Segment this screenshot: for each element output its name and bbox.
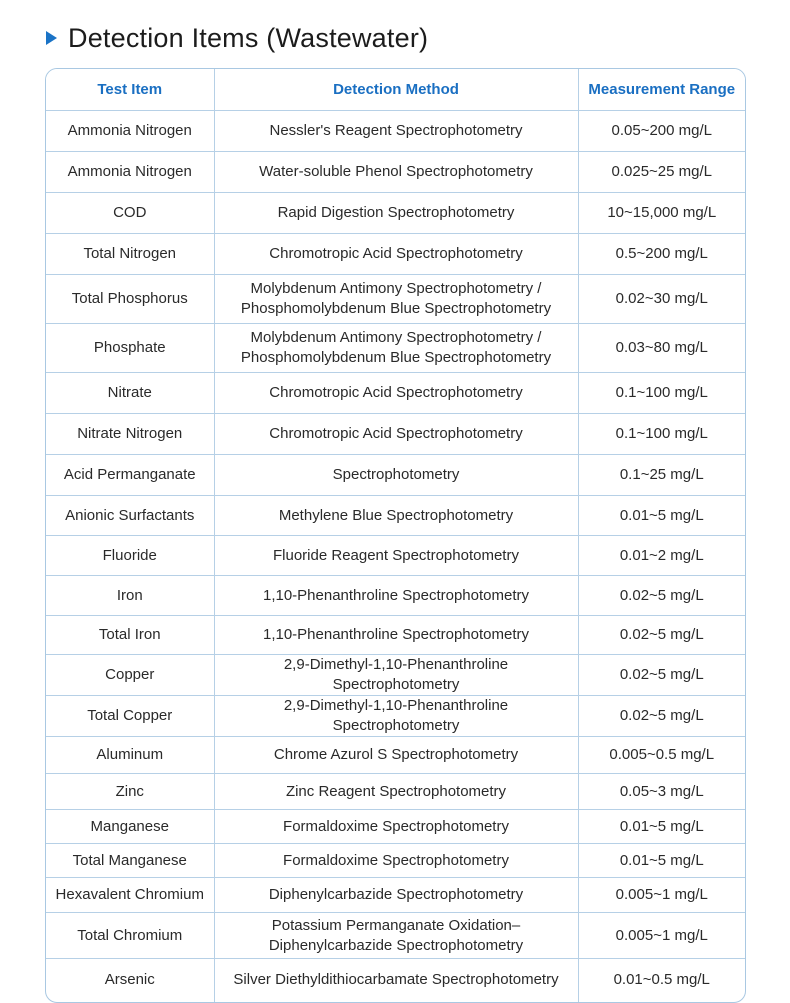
cell-measurement-range: 0.03~80 mg/L: [578, 324, 745, 373]
cell-detection-method: [214, 737, 578, 774]
cell-detection-method: [214, 810, 578, 844]
cell-measurement-range: 0.01~5 mg/L: [578, 496, 745, 536]
cell-test-item: Fluoride: [46, 536, 214, 576]
cell-measurement-range: 0.01~0.5 mg/L: [613, 971, 710, 989]
table-row: [46, 959, 745, 1002]
cell-detection-method: [214, 655, 578, 696]
method-line: Chromotropic Acid Spectrophotometry: [269, 425, 523, 442]
cell-detection-method: [214, 616, 578, 655]
cell-measurement-range: 0.01~2 mg/L: [578, 536, 745, 576]
table-row: [46, 455, 745, 496]
cell-measurement-range: 0.5~200 mg/L: [578, 234, 745, 275]
method-line: Chromotropic Acid Spectrophotometry: [269, 245, 523, 262]
method-line: 1,10-Phenanthroline Spectrophotometry: [262, 586, 529, 604]
cell-measurement-range: 0.02~5 mg/L: [578, 576, 745, 616]
table-row: [46, 373, 745, 414]
method-line: Phosphomolybdenum Blue Spectrophotometry: [240, 349, 552, 366]
table-row: [46, 616, 745, 655]
column-header-test-item: Test Item: [46, 69, 214, 111]
table-row: [46, 878, 745, 913]
cell-detection-method: [214, 844, 578, 878]
cell-measurement-range: 0.025~25 mg/L: [578, 152, 745, 193]
cell-measurement-range: 0.02~5 mg/L: [578, 616, 745, 655]
cell-test-item: Zinc: [46, 774, 214, 810]
table-row: [46, 737, 745, 774]
method-line: Chrome Azurol S Spectrophotometry: [273, 746, 519, 763]
method-line: Methylene Blue Spectrophotometry: [278, 506, 514, 524]
triangle-marker-icon: [46, 31, 57, 45]
cell-test-item: Total Nitrogen: [46, 234, 214, 275]
cell-measurement-range: 0.02~5 mg/L: [578, 655, 745, 696]
cell-detection-method: [214, 193, 578, 234]
cell-test-item: Ammonia Nitrogen: [46, 111, 214, 152]
method-line: Diphenylcarbazide Spectrophotometry: [268, 936, 524, 954]
table-row: [46, 234, 745, 275]
cell-measurement-range: 0.05~200 mg/L: [578, 111, 745, 152]
method-line: Molybdenum Antimony Spectrophotometry /: [250, 280, 542, 297]
cell-detection-method: [214, 324, 578, 373]
method-line: Nessler's Reagent Spectrophotometry: [269, 122, 523, 139]
cell-detection-method: [214, 913, 578, 959]
cell-test-item: Total Copper: [46, 696, 214, 737]
cell-test-item: Hexavalent Chromium: [46, 878, 214, 913]
cell-detection-method: [214, 275, 578, 324]
cell-test-item: COD: [46, 193, 214, 234]
cell-detection-method: [214, 774, 578, 810]
table-row: [46, 696, 745, 737]
cell-test-item: Copper: [46, 655, 214, 696]
cell-test-item: Total Iron: [46, 616, 214, 655]
cell-detection-method: [214, 152, 578, 193]
method-line: 2,9-Dimethyl-1,10-Phenanthroline Spectrophotometry: [283, 697, 509, 734]
method-line: Formaldoxime Spectrophotometry: [283, 851, 509, 869]
method-line: 1,10-Phenanthroline Spectrophotometry: [262, 626, 529, 643]
cell-detection-method: [214, 576, 578, 616]
cell-detection-method: [214, 234, 578, 275]
cell-test-item: Nitrate Nitrogen: [46, 414, 214, 455]
cell-measurement-range: 0.01~5 mg/L: [578, 810, 745, 844]
cell-measurement-range: 0.02~30 mg/L: [578, 275, 745, 324]
method-line: Rapid Digestion Spectrophotometry: [277, 204, 515, 221]
table-row: [46, 414, 745, 455]
cell-detection-method: [214, 696, 578, 737]
method-line: Formaldoxime Spectrophotometry: [283, 817, 509, 835]
cell-detection-method: [214, 111, 578, 152]
detection-items-table-container: [45, 68, 746, 1003]
page-heading: [46, 18, 428, 58]
cell-test-item: Iron: [46, 576, 214, 616]
table-row: [46, 655, 745, 696]
cell-measurement-range: 0.1~100 mg/L: [578, 373, 745, 414]
method-line: Diphenylcarbazide Spectrophotometry: [268, 886, 524, 903]
method-line: Chromotropic Acid Spectrophotometry: [269, 384, 523, 401]
cell-test-item: Aluminum: [46, 737, 214, 774]
cell-detection-method: [214, 414, 578, 455]
cell-detection-method: [214, 496, 578, 536]
cell-measurement-range: 0.05~3 mg/L: [578, 774, 745, 810]
table-body: [46, 111, 745, 1002]
method-line: Zinc Reagent Spectrophotometry: [285, 782, 507, 800]
method-line: 2,9-Dimethyl-1,10-Phenanthroline Spectrophotometry: [283, 656, 509, 693]
cell-test-item: Total Manganese: [46, 844, 214, 878]
column-header-detection-method: Detection Method: [214, 69, 578, 111]
cell-measurement-range: 0.02~5 mg/L: [578, 696, 745, 737]
cell-test-item: Acid Permanganate: [46, 455, 214, 496]
cell-test-item: Ammonia Nitrogen: [46, 152, 214, 193]
table-row: [46, 324, 745, 373]
table-row: [46, 913, 745, 959]
method-line: Potassium Permanganate Oxidation–: [271, 916, 521, 934]
method-line: Fluoride Reagent Spectrophotometry: [273, 546, 519, 564]
cell-detection-method: [214, 959, 578, 1002]
method-line: Silver Diethyldithiocarbamate Spectrophotometry: [233, 971, 559, 989]
table-row: [46, 536, 745, 576]
cell-measurement-range: 0.005~0.5 mg/L: [578, 737, 745, 774]
table-row: [46, 111, 745, 152]
cell-test-item: Arsenic: [46, 959, 214, 1002]
method-line: Phosphomolybdenum Blue Spectrophotometry: [240, 300, 552, 317]
cell-detection-method: [214, 536, 578, 576]
cell-test-item: Total Phosphorus: [46, 275, 214, 324]
table-row: [46, 774, 745, 810]
cell-detection-method: [214, 455, 578, 496]
cell-measurement-range: 10~15,000 mg/L: [578, 193, 745, 234]
cell-test-item: Anionic Surfactants: [46, 496, 214, 536]
detection-items-table: [46, 69, 745, 1002]
table-row: [46, 844, 745, 878]
cell-test-item: Phosphate: [46, 324, 214, 373]
table-row: [46, 810, 745, 844]
page-title: Detection Items (Wastewater): [68, 22, 429, 53]
cell-measurement-range: 0.1~100 mg/L: [578, 414, 745, 455]
cell-detection-method: [214, 373, 578, 414]
cell-measurement-range: 0.1~25 mg/L: [578, 455, 745, 496]
method-line: Water-soluble Phenol Spectrophotometry: [259, 163, 533, 180]
table-row: [46, 576, 745, 616]
cell-measurement-range: 0.005~1 mg/L: [578, 913, 745, 959]
table-row: [46, 152, 745, 193]
cell-measurement-range: 0.005~1 mg/L: [578, 878, 745, 913]
table-header-row: [46, 69, 745, 111]
cell-detection-method: [214, 878, 578, 913]
cell-test-item: Total Chromium: [46, 913, 214, 959]
method-line: Spectrophotometry: [332, 466, 460, 483]
cell-test-item: Manganese: [46, 810, 214, 844]
column-header-measurement-range: Measurement Range: [578, 69, 745, 111]
table-row: [46, 193, 745, 234]
table-row: [46, 275, 745, 324]
cell-test-item: Nitrate: [46, 373, 214, 414]
cell-measurement-range: 0.01~5 mg/L: [578, 844, 745, 878]
method-line: Molybdenum Antimony Spectrophotometry /: [250, 329, 542, 346]
table-row: [46, 496, 745, 536]
